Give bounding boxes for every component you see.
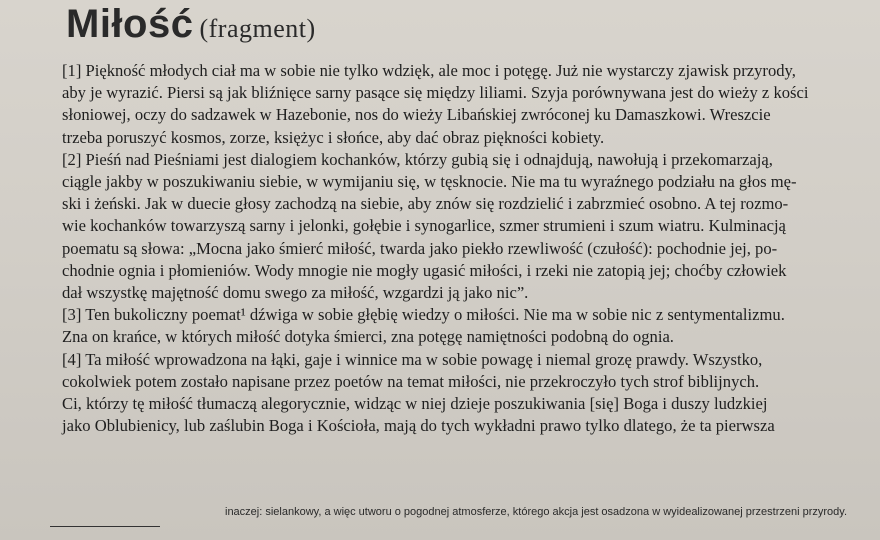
text-line: Ci, którzy tę miłość tłumaczą alegorycznie, widząc w niej dzieje poszukiwania [się] Boga i duszy ludzkiej: [62, 394, 768, 414]
text-line: [4] Ta miłość wprowadzona na łąki, gaje i winnice ma w sobie powagę i niemal grozę prawdy. Wszystko,: [62, 349, 763, 369]
page-title: [66, 2, 316, 47]
text-line: ski i żeński. Jak w duecie głosy zachodzą na siebie, aby znów się rozdzielić i zabrzmieć osobno. A tej rozmo-: [62, 194, 789, 214]
text-line: wie kochanków towarzyszą sarny i jelonki, gołębie i synogarlice, szmer strumieni i szum wiatru. Kulminacją: [62, 216, 786, 236]
text-line: jako Oblubienicy, lub zaślubin Boga i Kościoła, mają do tych wykładni prawo tylko dlatego, że ta pierwsza: [62, 416, 775, 436]
text-line: chodnie ognia i płomieniów. Wody mnogie nie mogły ugasić miłości, i rzeki nie zatopią jej; choćby człowiek: [62, 260, 787, 280]
text-line: [2] Pieśń nad Pieśniami jest dialogiem kochanków, którzy gubią się i odnajdują, nawołują i przekomarzają,: [62, 149, 773, 169]
text-line: [1] Piękność młodych ciał ma w sobie nie tylko wdzięk, ale moc i potęgę. Już nie wystarczy zjawisk przyrody,: [62, 61, 796, 80]
text-line: trzeba poruszyć kosmos, zorze, księżyc i słońce, aby dać obraz piękności kobiety.: [62, 127, 605, 147]
text-line: poematu są słowa: „Mocna jako śmierć miłość, twarda jako piekło rzewliwość (czułość): pochodnie jej, po-: [62, 238, 778, 258]
text-line: [3] Ten bukoliczny poemat¹ dźwiga w sobie głębię wiedzy o miłości. Nie ma w sobie nic z sentymentalizmu.: [62, 305, 785, 325]
footnote-divider: [50, 526, 160, 527]
text-line: aby je wyrazić. Piersi są jak bliźnięce sarny pasące się między liliami. Szyja porównywana jest do wieży z kości: [62, 83, 809, 103]
title-subtitle: (fragment): [199, 14, 316, 43]
text-line: ciągle jakby w poszukiwaniu siebie, w wymijaniu się, w tęsknocie. Nie ma tu wyraźnego podziału na głos mę-: [62, 172, 797, 192]
text-line: dał wszystkę majętność domu swego za miłość, wzgardzi ją jako nic”.: [62, 283, 529, 303]
text-line: cokolwiek potem zostało napisane przez poetów na temat miłości, nie przekroczyło tych strof biblijnych.: [62, 371, 760, 391]
title-main: Miłość: [66, 2, 194, 46]
text-line: słoniowej, oczy do sadzawek w Hazebonie, nos do wieży Libańskiej zwróconej ku Damaszkowi. Wreszcie: [62, 105, 771, 125]
body-text: [62, 60, 842, 437]
footnote: inaczej: sielankowy, a więc utworu o pogodnej atmosferze, którego akcja jest osadzona w wyidealizowanej przestrzeni przyrody.: [225, 506, 848, 518]
text-line: Zna on krańce, w których miłość dotyka śmierci, zna potęgę namiętności podobną do ognia.: [62, 327, 674, 347]
